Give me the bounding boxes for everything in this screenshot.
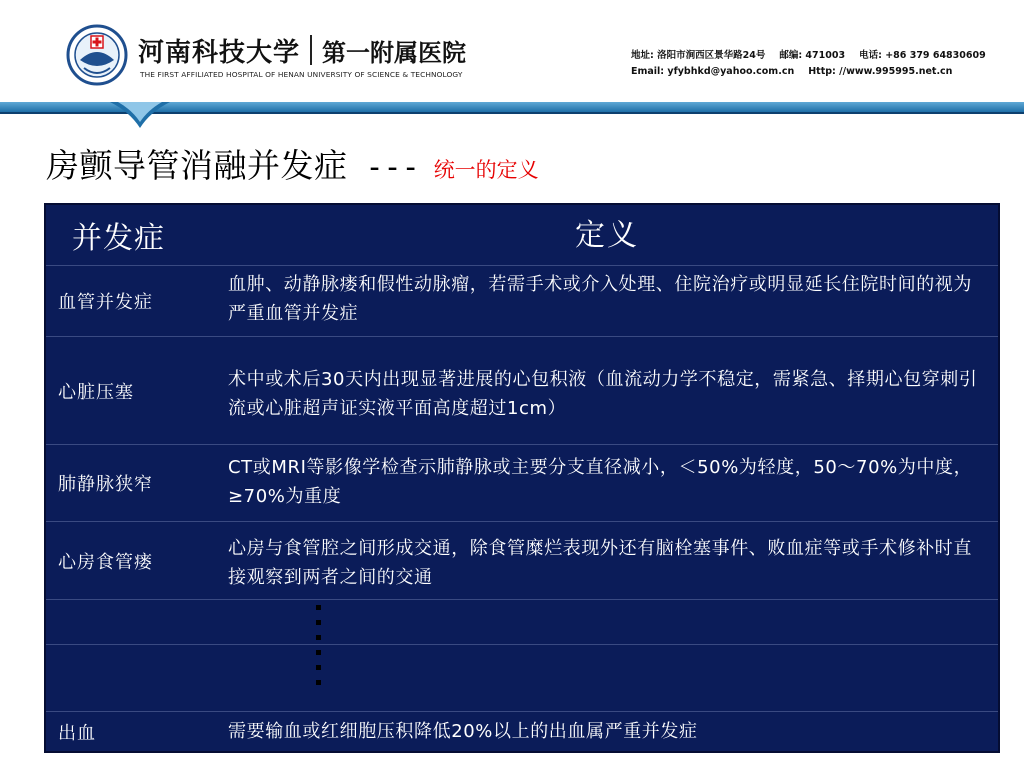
contact-line-1 xyxy=(631,48,1000,64)
ellipsis-dots xyxy=(316,605,322,695)
hospital-name-cn xyxy=(138,32,466,68)
table-row xyxy=(46,265,998,336)
slide-title xyxy=(46,140,539,184)
row-complication: 心脏压塞 xyxy=(58,381,134,403)
hospital-seal-icon xyxy=(66,24,128,86)
name-divider xyxy=(310,35,312,65)
contact-info xyxy=(631,48,1000,80)
postcode: 邮编: 471003 xyxy=(779,50,846,61)
row-definition: 术中或术后30天内出现显著进展的心包积液（血流动力学不稳定，需紧急、择期心包穿刺引流或心脏超声证实液平面高度超过1cm） xyxy=(228,369,978,419)
email: Email: yfybhkd@yahoo.com.cn xyxy=(631,66,795,77)
slide-header xyxy=(0,0,1024,140)
row-complication xyxy=(46,600,216,644)
school-name: 河南科技大学 xyxy=(138,37,301,68)
row-definition: 血肿、动静脉瘘和假性动脉瘤，若需手术或介入处理、住院治疗或明显延长住院时间的视为严重血管并发症 xyxy=(228,274,972,324)
row-definition xyxy=(216,645,998,711)
row-definition xyxy=(216,600,998,644)
row-complication: 肺静脉狭窄 xyxy=(58,474,153,495)
row-definition: CT或MRI等影像学检查示肺静脉或主要分支直径减小，＜50%为轻度，50～70%为中度，≥70%为重度 xyxy=(228,457,973,507)
table-row-empty xyxy=(46,599,998,644)
complication-table xyxy=(44,203,1000,753)
title-main: 房颤导管消融并发症 xyxy=(46,146,348,185)
row-definition: 需要输血或红细胞压积降低20%以上的出血属严重并发症 xyxy=(228,721,698,742)
title-separator: --- xyxy=(365,150,420,185)
row-complication: 血管并发症 xyxy=(58,292,153,313)
table-row xyxy=(46,336,998,444)
website: Http: //www.995995.net.cn xyxy=(808,66,953,77)
row-definition: 心房与食管腔之间形成交通，除食管糜烂表现外还有脑栓塞事件、败血症等或手术修补时直接观察到两者之间的交通 xyxy=(228,538,972,588)
row-complication xyxy=(46,645,216,711)
dot xyxy=(316,680,321,685)
address: 地址: 洛阳市涧西区景华路24号 xyxy=(631,50,766,61)
table-row-empty xyxy=(46,644,998,711)
department-name: 第一附属医院 xyxy=(322,38,467,67)
dot xyxy=(316,635,321,640)
table-row xyxy=(46,711,998,751)
header-definition: 定义 xyxy=(575,217,639,253)
dot xyxy=(316,605,321,610)
row-complication: 出血 xyxy=(58,722,96,744)
title-subtitle: 统一的定义 xyxy=(433,158,539,182)
header-wave-band xyxy=(0,98,1024,140)
dot xyxy=(316,620,321,625)
table-header-row xyxy=(46,205,998,265)
hospital-name-en: THE FIRST AFFILIATED HOSPITAL OF HENAN UNIVERSITY OF SCIENCE & TECHNOLOGY xyxy=(140,70,463,79)
dot xyxy=(316,650,321,655)
row-complication: 心房食管瘘 xyxy=(58,551,153,573)
header-complication: 并发症 xyxy=(72,221,165,256)
table-row xyxy=(46,444,998,521)
dot xyxy=(316,665,321,670)
table-row xyxy=(46,521,998,599)
contact-line-2 xyxy=(631,64,1000,80)
phone: 电话: +86 379 64830609 xyxy=(859,50,986,61)
